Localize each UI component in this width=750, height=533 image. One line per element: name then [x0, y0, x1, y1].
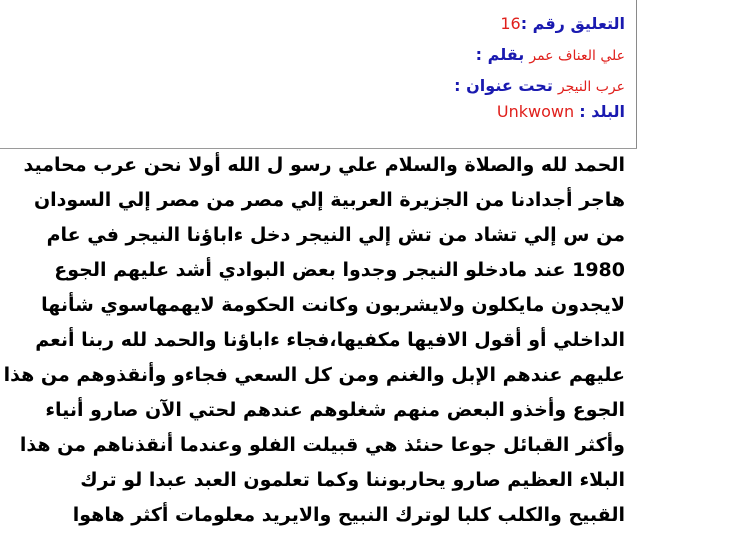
- body-line: وأكثر القبائل جوعا حنئذ هي قبيلت الفلو وعندما أنقذناهم من هذا: [19, 434, 625, 456]
- body-line: الداخلي أو أقول الافيها مكفيها،فجاء ءاباؤنا والحمد لله ربنا أنعم: [35, 329, 625, 351]
- title-value: عرب النيجر: [557, 79, 625, 95]
- country-value: Unkwown: [496, 102, 575, 121]
- comment-body: [0, 148, 625, 526]
- body-line: لايجدون مايكلون ولايشربون وكانت الحكومة لايهمهاسوي شأنها: [41, 294, 625, 316]
- body-line: 1980 عند مادخلو النيجر وجدوا بعض البوادي أشد عليهم الجوع: [54, 259, 625, 281]
- country-label: البلد :: [579, 102, 625, 121]
- author-name: علي العناف عمر: [529, 48, 625, 64]
- body-line: البلاء العظيم صارو يحاربوننا وكما تعلمون العبد عبدا لو ترك: [80, 469, 625, 491]
- author-label: بقلم :: [475, 45, 525, 64]
- body-line: الجوع وأخذو البعض منهم شغلوهم عندهم لحتي الآن صارو أنياء: [45, 399, 625, 421]
- body-line: من س إلي تشاد من تش إلي النيجر دخل ءاباؤنا النيجر في عام: [46, 224, 625, 246]
- body-line: هاجر أجدادنا من الجزيرة العربية إلي مصر من مصر إلي السودان: [33, 189, 625, 211]
- comment-number-row: [500, 14, 625, 34]
- country-row: [497, 102, 625, 122]
- title-label: تحت عنوان :: [454, 76, 553, 95]
- body-line: الحمد لله والصلاة والسلام علي رسو ل الله أولا نحن عرب محاميد: [23, 154, 625, 176]
- comment-number-label: التعليق رقم :: [520, 14, 625, 33]
- comment-number-value: 16: [500, 14, 521, 33]
- body-line: القبيح والكلب كلبا لوترك النبيح والايريد معلومات أكثر هاهوا: [72, 504, 625, 526]
- author-row: [476, 45, 625, 66]
- body-line: عليهم عندهم الإبل والغنم ومن كل السعي فجاءو وأنقذوهم من هذا: [3, 364, 625, 386]
- title-row: [454, 76, 625, 97]
- vertical-divider: [636, 0, 637, 149]
